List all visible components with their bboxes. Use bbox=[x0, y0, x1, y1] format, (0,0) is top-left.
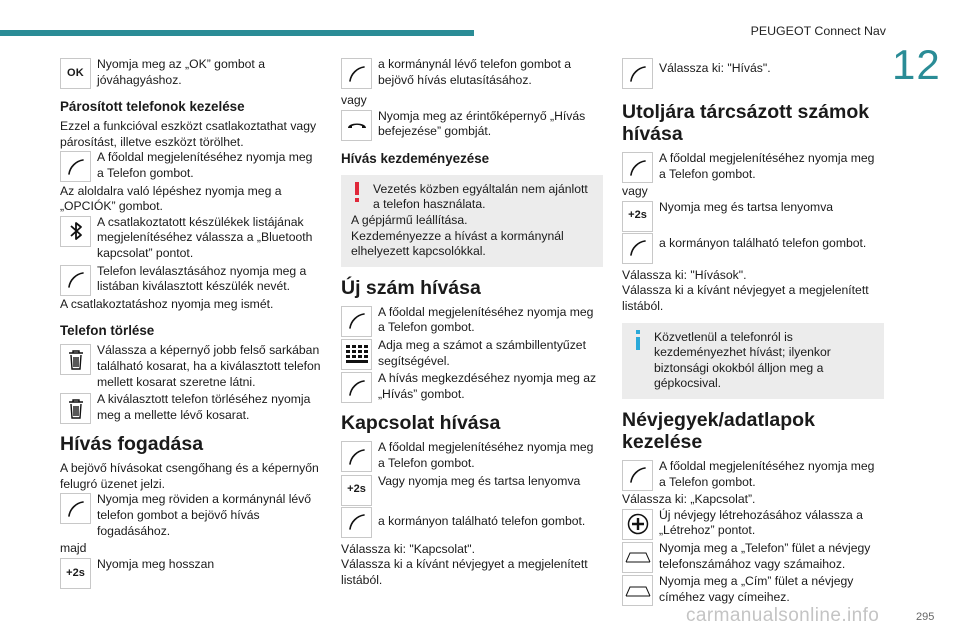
phone-icon bbox=[622, 152, 653, 183]
bluetooth-icon bbox=[60, 216, 91, 247]
new-step-1 bbox=[341, 305, 603, 336]
pairing-step-2 bbox=[60, 215, 322, 262]
contact-step-3 bbox=[341, 506, 603, 540]
contact-select: Válassza ki: "Kapcsolat". bbox=[341, 541, 475, 556]
receive-heading: Hívás fogadása bbox=[60, 433, 204, 456]
column-3 bbox=[622, 57, 884, 607]
header-accent-bar bbox=[0, 30, 474, 36]
delete-heading: Telefon törlése bbox=[60, 323, 155, 339]
contact-list: Válassza ki a kívánt névjegyet a megjelenített listából. bbox=[341, 557, 588, 587]
long-press-icon: +2s bbox=[341, 475, 372, 506]
contacts-step-2-text: Új névjegy létrehozásához válassza a „Létrehoz” pontot. bbox=[659, 507, 863, 538]
redial-step-2 bbox=[622, 200, 884, 230]
phone-icon bbox=[60, 265, 91, 296]
receive-step-2 bbox=[60, 557, 322, 587]
phone-icon bbox=[622, 460, 653, 491]
warning-icon bbox=[350, 181, 364, 203]
select-calls-text: Válassza ki: "Hívás". bbox=[659, 61, 771, 75]
make-call-heading: Hívás kezdeményezése bbox=[341, 150, 490, 166]
redial-select: Válassza ki: "Hívások". bbox=[622, 267, 747, 282]
phone-icon bbox=[341, 372, 372, 403]
pairing-step-3 bbox=[60, 264, 322, 295]
ok-step bbox=[60, 57, 322, 88]
contact-step-2 bbox=[341, 474, 603, 504]
warning-line-3: Kezdeményezze a hívást a kormánynál elhelyezett kapcsolókkal. bbox=[351, 228, 564, 259]
header-title: PEUGEOT Connect Nav bbox=[750, 24, 886, 38]
pairing-step-3-text: Telefon leválasztásához nyomja meg a listában kiválasztott készülék nevét. bbox=[97, 263, 307, 294]
delete-step-1 bbox=[60, 343, 322, 390]
add-circle-icon bbox=[622, 509, 653, 540]
delete-step-2 bbox=[60, 392, 322, 423]
page-number: 295 bbox=[916, 611, 935, 623]
contacts-step-2 bbox=[622, 508, 884, 539]
ok-icon: OK bbox=[60, 58, 91, 89]
redial-list: Válassza ki a kívánt névjegyet a megjelenített listából. bbox=[622, 283, 869, 313]
redial-heading: Utoljára tárcsázott számok hívása bbox=[622, 101, 870, 145]
reject-step bbox=[341, 57, 603, 91]
delete-step-2-text: A kiválasztott telefon törléséhez nyomja meg a mellette lévő kosarat. bbox=[97, 392, 311, 422]
contacts-step-4 bbox=[622, 574, 884, 605]
warning-line-1: Vezetés közben egyáltalán nem ajánlott a telefon használata. bbox=[373, 181, 588, 212]
phone-icon bbox=[341, 441, 372, 472]
phone-icon bbox=[341, 507, 372, 538]
long-press-icon: +2s bbox=[60, 558, 91, 589]
redial-step-1-text: A főoldal megjelenítéséhez nyomja meg a Telefon gombot. bbox=[659, 151, 875, 181]
column-1 bbox=[60, 57, 322, 589]
contacts-step-3-text: Nyomja meg a „Telefon” fület a névjegy telefonszámához vagy számaihoz. bbox=[659, 540, 871, 571]
receive-intro: A bejövő hívásokat csengőhang és a képernyőn felugró üzenet jelzi. bbox=[60, 461, 319, 491]
trash-icon bbox=[60, 393, 91, 424]
pairing-step-1 bbox=[60, 150, 322, 181]
new-step-3 bbox=[341, 371, 603, 402]
receive-step-2-text: Nyomja meg hosszan bbox=[97, 556, 215, 571]
tab-icon bbox=[622, 542, 653, 573]
column-2 bbox=[341, 57, 603, 588]
warning-box bbox=[341, 175, 603, 267]
new-step-1-text: A főoldal megjelenítéséhez nyomja meg a Telefon gombot. bbox=[378, 304, 594, 335]
long-press-icon: +2s bbox=[622, 201, 653, 232]
redial-step-2-text: Nyomja meg és tartsa lenyomva bbox=[659, 199, 834, 214]
contact-step-2-text: Vagy nyomja meg és tartsa lenyomva bbox=[378, 473, 581, 488]
pairing-sub: Az aloldalra való lépéshez nyomja meg a „OPCIÓK” gombot. bbox=[60, 183, 282, 214]
chapter-number: 12 bbox=[892, 41, 941, 88]
contacts-step-3 bbox=[622, 541, 884, 572]
redial-step-3-text: a kormányon található telefon gombot. bbox=[659, 235, 867, 250]
info-box bbox=[622, 323, 884, 399]
warning-line-2: A gépjármű leállítása. bbox=[351, 212, 468, 227]
or-label: vagy bbox=[622, 184, 648, 199]
trash-icon bbox=[60, 344, 91, 375]
phone-icon bbox=[60, 493, 91, 524]
info-text: Közvetlenül a telefonról is kezdeményezhet hívást; ilyenkor biztonsági okokból álljon meg a gépkocsival. bbox=[654, 329, 831, 391]
select-calls-step bbox=[622, 57, 884, 91]
keypad-icon bbox=[341, 339, 372, 370]
pairing-reconnect: A csatlakoztatáshoz nyomja meg ismét. bbox=[60, 296, 274, 311]
pairing-heading: Párosított telefonok kezelése bbox=[60, 99, 245, 115]
contact-step-3-text: a kormányon található telefon gombot. bbox=[378, 513, 586, 528]
hang-up-icon bbox=[341, 110, 372, 141]
contacts-step-4-text: Nyomja meg a „Cím” fület a névjegy címéhez vagy címeihez. bbox=[659, 574, 854, 604]
contacts-heading: Névjegyek/adatlapok kezelése bbox=[622, 408, 815, 453]
receive-step-1 bbox=[60, 492, 322, 539]
contacts-select: Válassza ki: „Kapcsolat”. bbox=[622, 492, 756, 507]
phone-icon bbox=[341, 58, 372, 89]
watermark: carmanualsonline.info bbox=[686, 605, 880, 626]
ok-step-text: Nyomja meg az „OK” gombot a jóváhagyáshoz. bbox=[97, 57, 265, 87]
new-step-3-text: A hívás megkezdéséhez nyomja meg az „Hívás” gombot. bbox=[378, 371, 597, 401]
pairing-intro: Ezzel a funkcióval eszközt csatlakoztathat vagy párosítást, illetve eszközt törölhet. bbox=[60, 119, 317, 149]
redial-step-1 bbox=[622, 151, 884, 182]
phone-icon bbox=[622, 58, 653, 89]
contact-step-1-text: A főoldal megjelenítéséhez nyomja meg a Telefon gombot. bbox=[378, 440, 594, 470]
new-step-2-text: Adja meg a számot a számbillentyűzet segítségével. bbox=[378, 337, 586, 368]
phone-icon bbox=[60, 151, 91, 182]
reject-step-text: a kormánynál lévő telefon gombot a bejövő hívás elutasításához. bbox=[378, 57, 572, 87]
or-label: majd bbox=[60, 541, 87, 556]
phone-icon bbox=[341, 306, 372, 337]
contacts-step-1-text: A főoldal megjelenítéséhez nyomja meg a Telefon gombot. bbox=[659, 458, 875, 489]
new-step-2 bbox=[341, 338, 603, 369]
redial-step-3 bbox=[622, 232, 884, 266]
tab-icon bbox=[622, 575, 653, 606]
receive-step-1-text: Nyomja meg röviden a kormánynál lévő telefon gombot a bejövő hívás fogadásához. bbox=[97, 492, 312, 538]
new-number-heading: Új szám hívása bbox=[341, 276, 481, 299]
phone-icon bbox=[622, 233, 653, 264]
end-call-step bbox=[341, 109, 603, 140]
or-label: vagy bbox=[341, 93, 367, 107]
contact-heading: Kapcsolat hívása bbox=[341, 412, 501, 435]
contact-step-1 bbox=[341, 440, 603, 471]
pairing-step-1-text: A főoldal megjelenítéséhez nyomja meg a Telefon gombot. bbox=[97, 150, 313, 180]
end-call-step-text: Nyomja meg az érintőképernyő „Hívás befejezése” gombját. bbox=[378, 108, 586, 139]
contacts-step-1 bbox=[622, 459, 884, 490]
pairing-step-2-text: A csatlakoztatott készülékek listájának megjelenítéséhez válassza a „Bluetooth kapcsolat” pontot. bbox=[97, 214, 313, 260]
info-icon bbox=[631, 329, 645, 351]
delete-step-1-text: Válassza a képernyő jobb felső sarkában található kosarat, ha a kiválasztott telefon mellett kosarat szeretne látni. bbox=[97, 343, 321, 389]
